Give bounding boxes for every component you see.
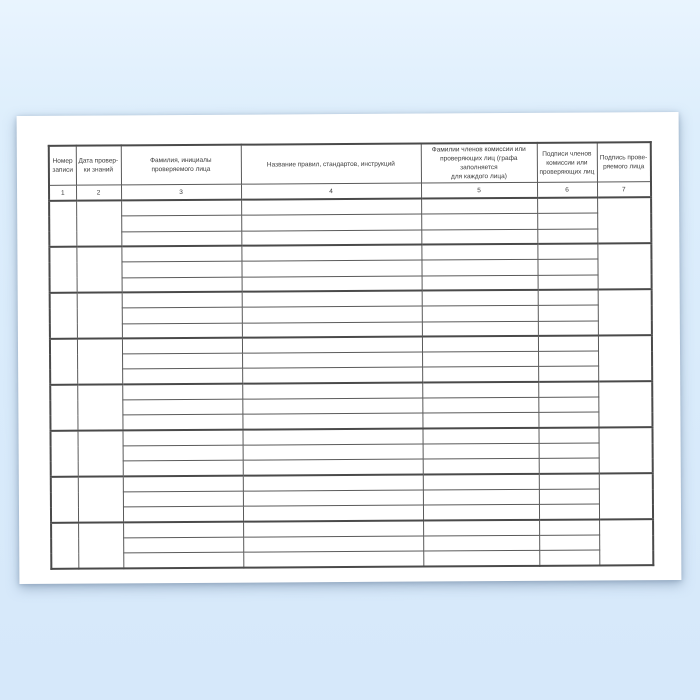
examinee-signature-cell (598, 335, 652, 381)
examinee-name-cell (122, 307, 242, 323)
examinee-name-cell (122, 277, 242, 293)
commission-signatures-cell (539, 443, 599, 459)
commission-names-cell (423, 489, 539, 505)
commission-signatures-cell (538, 351, 598, 367)
examinee-signature-cell (598, 381, 652, 427)
column-header-examinee-signature: Подпись прове- ряемого лица (597, 142, 651, 182)
rules-name-cell (243, 505, 423, 521)
commission-signatures-cell (538, 412, 598, 428)
commission-signatures-cell (538, 382, 598, 398)
column-number: 2 (76, 185, 121, 201)
examinee-name-cell (123, 476, 243, 492)
examinee-name-cell (123, 507, 243, 523)
record-number-cell (50, 293, 77, 339)
examinee-name-cell (121, 231, 241, 247)
rules-name-cell (241, 214, 421, 230)
check-date-cell (76, 247, 121, 293)
examinee-name-cell (121, 215, 241, 231)
examinee-signature-cell (598, 427, 652, 473)
commission-names-cell (423, 535, 539, 551)
commission-signatures-cell (539, 550, 599, 566)
commission-names-cell (421, 260, 537, 276)
table-body (49, 198, 653, 570)
commission-names-cell (421, 198, 537, 214)
column-number: 5 (421, 183, 537, 199)
commission-signatures-cell (537, 244, 597, 260)
commission-signatures-cell (538, 366, 598, 382)
commission-signatures-cell (538, 305, 598, 321)
rules-name-cell (243, 521, 423, 537)
record-number-cell (49, 247, 76, 293)
commission-signatures-cell (537, 198, 597, 214)
commission-names-cell (422, 275, 538, 291)
examinee-name-cell (122, 338, 242, 354)
commission-signatures-cell (539, 504, 599, 520)
examinee-signature-cell (599, 473, 653, 519)
commission-signatures-cell (539, 489, 599, 505)
examinee-name-cell (123, 522, 243, 538)
paper-sheet (17, 112, 682, 584)
commission-signatures-cell (537, 229, 597, 245)
rules-name-cell (242, 429, 422, 445)
rules-name-cell (242, 291, 422, 307)
record-number-cell (50, 385, 77, 431)
commission-signatures-cell (537, 259, 597, 275)
commission-names-cell (422, 367, 538, 383)
rules-name-cell (242, 352, 422, 368)
commission-names-cell (422, 321, 538, 337)
examinee-name-cell (122, 292, 242, 308)
column-header-commission-signatures: Подписи членов комиссии или проверяющих лиц (537, 142, 597, 182)
commission-signatures-cell (538, 290, 598, 306)
rules-name-cell (242, 368, 422, 384)
examinee-name-cell (122, 415, 242, 431)
record-number-cell (51, 477, 78, 523)
examinee-name-cell (123, 537, 243, 553)
examinee-name-cell (123, 553, 243, 569)
examinee-name-cell (123, 445, 243, 461)
rules-name-cell (243, 475, 423, 491)
rules-name-cell (242, 306, 422, 322)
commission-names-cell (423, 459, 539, 475)
commission-signatures-cell (538, 336, 598, 352)
commission-signatures-cell (537, 213, 597, 229)
examinee-name-cell (122, 399, 242, 415)
commission-names-cell (421, 244, 537, 260)
rules-name-cell (242, 337, 422, 353)
examinee-name-cell (123, 430, 243, 446)
commission-signatures-cell (539, 458, 599, 474)
column-header-record-number: Номер записи (49, 146, 76, 186)
commission-names-cell (423, 505, 539, 521)
rules-name-cell (241, 199, 421, 215)
table-header (49, 142, 651, 201)
commission-names-cell (422, 290, 538, 306)
commission-names-cell (421, 214, 537, 230)
commission-names-cell (421, 229, 537, 245)
check-date-cell (78, 523, 123, 569)
commission-signatures-cell (538, 320, 598, 336)
commission-names-cell (422, 352, 538, 368)
examinee-name-cell (121, 261, 241, 277)
examinee-name-cell (123, 491, 243, 507)
knowledge-check-journal-table (48, 141, 655, 570)
record-number-cell (51, 431, 78, 477)
examinee-signature-cell (597, 244, 651, 290)
rules-name-cell (241, 230, 421, 246)
commission-names-cell (422, 413, 538, 429)
table-row (51, 550, 653, 569)
commission-names-cell (422, 382, 538, 398)
rules-name-cell (243, 551, 423, 567)
column-header-check-date: Дата провер- ки знаний (76, 145, 121, 185)
commission-signatures-cell (539, 535, 599, 551)
column-header-rules-name: Название правил, стандартов, инструкций (241, 144, 421, 185)
commission-signatures-cell (539, 520, 599, 536)
rules-name-cell (241, 260, 421, 276)
commission-signatures-cell (538, 397, 598, 413)
rules-name-cell (243, 444, 423, 460)
examinee-signature-cell (598, 289, 652, 335)
examinee-name-cell (122, 369, 242, 385)
rules-name-cell (242, 322, 422, 338)
column-number: 3 (121, 185, 241, 201)
commission-signatures-cell (538, 274, 598, 290)
examinee-name-cell (121, 200, 241, 216)
examinee-name-cell (123, 461, 243, 477)
rules-name-cell (242, 414, 422, 430)
commission-names-cell (423, 474, 539, 490)
column-header-examinee-name: Фамилия, инициалы проверяемого лица (121, 145, 241, 186)
examinee-name-cell (122, 384, 242, 400)
examinee-signature-cell (599, 519, 653, 565)
rules-name-cell (242, 398, 422, 414)
commission-names-cell (422, 397, 538, 413)
commission-signatures-cell (539, 474, 599, 490)
column-number: 7 (597, 182, 651, 198)
check-date-cell (77, 385, 122, 431)
commission-signatures-cell (538, 428, 598, 444)
rules-name-cell (242, 383, 422, 399)
commission-names-cell (422, 306, 538, 322)
examinee-name-cell (122, 323, 242, 339)
examinee-name-cell (121, 246, 241, 262)
commission-names-cell (422, 336, 538, 352)
column-header-commission-names: Фамилии членов комиссии или проверяющих лиц (графа заполняется для каждого лица) (421, 143, 537, 184)
commission-names-cell (423, 520, 539, 536)
check-date-cell (76, 201, 121, 247)
commission-names-cell (423, 551, 539, 567)
sheet-content-area (48, 141, 655, 570)
column-number: 4 (241, 183, 421, 200)
rules-name-cell (243, 460, 423, 476)
check-date-cell (77, 339, 122, 385)
examinee-signature-cell (597, 198, 651, 244)
column-number: 1 (49, 186, 76, 202)
column-number: 6 (537, 182, 597, 198)
check-date-cell (78, 431, 123, 477)
rules-name-cell (241, 245, 421, 261)
rules-name-cell (242, 276, 422, 292)
examinee-name-cell (122, 353, 242, 369)
commission-names-cell (422, 428, 538, 444)
record-number-cell (49, 201, 76, 247)
rules-name-cell (243, 536, 423, 552)
check-date-cell (77, 293, 122, 339)
record-number-cell (51, 523, 78, 569)
check-date-cell (78, 477, 123, 523)
header-label-row (49, 142, 651, 186)
rules-name-cell (243, 490, 423, 506)
record-number-cell (50, 339, 77, 385)
commission-names-cell (423, 443, 539, 459)
